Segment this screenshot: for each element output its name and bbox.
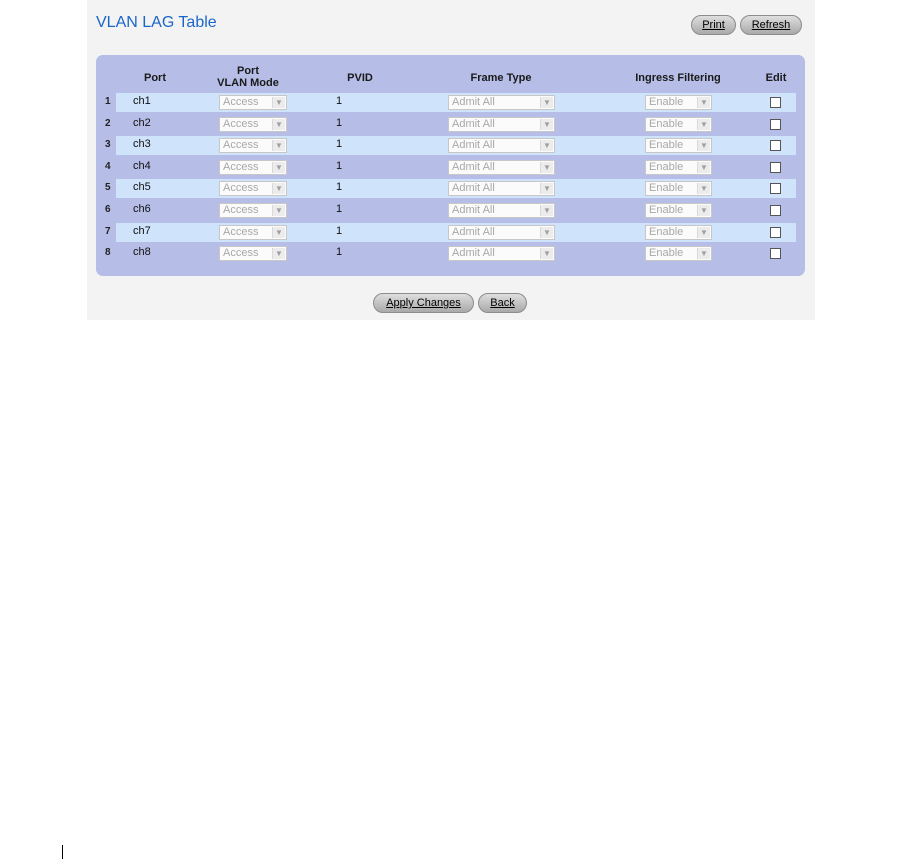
frame-type-value: Admit All <box>452 118 495 130</box>
header-port: Port <box>144 72 166 84</box>
chevron-down-icon: ▼ <box>540 183 553 194</box>
port-vlan-mode-select[interactable] <box>219 95 287 110</box>
chevron-down-icon: ▼ <box>272 183 285 194</box>
port-name: ch4 <box>133 160 151 172</box>
chevron-down-icon: ▼ <box>540 205 553 216</box>
frame-type-value: Admit All <box>452 161 495 173</box>
chevron-down-icon: ▼ <box>540 119 553 130</box>
row-number: 7 <box>105 226 111 237</box>
header-edit: Edit <box>765 72 787 84</box>
port-vlan-mode-value: Access <box>223 96 259 108</box>
header-ingress-filtering: Ingress Filtering <box>635 72 721 84</box>
chevron-down-icon: ▼ <box>540 162 553 173</box>
table-row <box>96 114 795 135</box>
vlan-lag-table <box>96 55 805 276</box>
pvid-value: 1 <box>336 138 343 150</box>
row-number: 4 <box>105 161 111 172</box>
ingress-filtering-select[interactable] <box>645 246 712 261</box>
port-vlan-mode-value: Access <box>223 204 259 216</box>
ingress-filtering-value: Enable <box>649 96 684 108</box>
pvid-value: 1 <box>336 246 343 258</box>
frame-type-value: Admit All <box>452 226 495 238</box>
ingress-filtering-select[interactable] <box>645 203 712 218</box>
ingress-filtering-value: Enable <box>649 226 684 238</box>
ingress-filtering-select[interactable] <box>645 117 712 132</box>
port-name: ch7 <box>133 225 151 237</box>
frame-type-value: Admit All <box>452 139 495 151</box>
chevron-down-icon: ▼ <box>540 140 553 151</box>
frame-type-value: Admit All <box>452 247 495 259</box>
chevron-down-icon: ▼ <box>697 162 710 173</box>
ingress-filtering-value: Enable <box>649 118 684 130</box>
chevron-down-icon: ▼ <box>272 140 285 151</box>
edit-checkbox[interactable] <box>770 140 781 151</box>
port-vlan-mode-value: Access <box>223 118 259 130</box>
port-vlan-mode-select[interactable] <box>219 117 287 132</box>
chevron-down-icon: ▼ <box>697 248 710 259</box>
chevron-down-icon: ▼ <box>540 97 553 108</box>
chevron-down-icon: ▼ <box>540 248 553 259</box>
port-name: ch2 <box>133 117 151 129</box>
row-number: 2 <box>105 118 111 129</box>
chevron-down-icon: ▼ <box>272 119 285 130</box>
frame-type-select[interactable] <box>448 95 555 110</box>
ingress-filtering-select[interactable] <box>645 95 712 110</box>
frame-type-select[interactable] <box>448 203 555 218</box>
apply-changes-button[interactable]: Apply Changes <box>373 293 474 313</box>
row-number: 6 <box>105 204 111 215</box>
back-button[interactable]: Back <box>478 293 527 313</box>
row-number: 8 <box>105 247 111 258</box>
ingress-filtering-select[interactable] <box>645 160 712 175</box>
chevron-down-icon: ▼ <box>272 248 285 259</box>
header-pvid: PVID <box>347 72 373 84</box>
print-button[interactable]: Print <box>691 15 736 35</box>
frame-type-value: Admit All <box>452 182 495 194</box>
ingress-filtering-value: Enable <box>649 182 684 194</box>
header-port-vlan-mode-line1: Port <box>237 65 259 77</box>
row-number: 1 <box>105 96 111 107</box>
chevron-down-icon: ▼ <box>697 227 710 238</box>
edit-checkbox[interactable] <box>770 205 781 216</box>
table-row <box>96 92 795 113</box>
edit-checkbox[interactable] <box>770 227 781 238</box>
header-port-vlan-mode-line2: VLAN Mode <box>217 77 279 89</box>
port-name: ch8 <box>133 246 151 258</box>
chevron-down-icon: ▼ <box>697 119 710 130</box>
ingress-filtering-value: Enable <box>649 139 684 151</box>
frame-type-select[interactable] <box>448 160 555 175</box>
port-vlan-mode-select[interactable] <box>219 138 287 153</box>
port-name: ch1 <box>133 95 151 107</box>
frame-type-select[interactable] <box>448 246 555 261</box>
port-name: ch6 <box>133 203 151 215</box>
port-vlan-mode-select[interactable] <box>219 225 287 240</box>
port-name: ch5 <box>133 181 151 193</box>
edit-checkbox[interactable] <box>770 183 781 194</box>
table-row <box>96 178 795 199</box>
table-row <box>96 135 795 156</box>
port-vlan-mode-select[interactable] <box>219 160 287 175</box>
chevron-down-icon: ▼ <box>272 97 285 108</box>
header-port-vlan-mode <box>208 65 288 89</box>
chevron-down-icon: ▼ <box>697 140 710 151</box>
chevron-down-icon: ▼ <box>272 227 285 238</box>
chevron-down-icon: ▼ <box>697 205 710 216</box>
table-row <box>96 200 795 221</box>
pvid-value: 1 <box>336 181 343 193</box>
pvid-value: 1 <box>336 160 343 172</box>
pvid-value: 1 <box>336 95 343 107</box>
ingress-filtering-select[interactable] <box>645 225 712 240</box>
port-vlan-mode-select[interactable] <box>219 203 287 218</box>
frame-type-value: Admit All <box>452 204 495 216</box>
table-row <box>96 243 795 264</box>
port-vlan-mode-value: Access <box>223 247 259 259</box>
edit-checkbox[interactable] <box>770 248 781 259</box>
pvid-value: 1 <box>336 225 343 237</box>
row-number: 5 <box>105 182 111 193</box>
ingress-filtering-select[interactable] <box>645 181 712 196</box>
table-row <box>96 157 795 178</box>
port-vlan-mode-value: Access <box>223 182 259 194</box>
table-row <box>96 222 795 243</box>
edit-checkbox[interactable] <box>770 119 781 130</box>
frame-type-select[interactable] <box>448 181 555 196</box>
page-title: VLAN LAG Table <box>96 14 217 31</box>
chevron-down-icon: ▼ <box>697 97 710 108</box>
port-vlan-mode-value: Access <box>223 226 259 238</box>
page-margin-rule <box>62 845 63 859</box>
edit-checkbox[interactable] <box>770 162 781 173</box>
header-frame-type: Frame Type <box>470 72 532 84</box>
ingress-filtering-value: Enable <box>649 204 684 216</box>
frame-type-select[interactable] <box>448 117 555 132</box>
port-vlan-mode-value: Access <box>223 139 259 151</box>
port-name: ch3 <box>133 138 151 150</box>
ingress-filtering-value: Enable <box>649 161 684 173</box>
port-vlan-mode-value: Access <box>223 161 259 173</box>
port-vlan-mode-select[interactable] <box>219 181 287 196</box>
edit-checkbox[interactable] <box>770 97 781 108</box>
frame-type-select[interactable] <box>448 225 555 240</box>
pvid-value: 1 <box>336 117 343 129</box>
port-vlan-mode-select[interactable] <box>219 246 287 261</box>
frame-type-select[interactable] <box>448 138 555 153</box>
ingress-filtering-value: Enable <box>649 247 684 259</box>
chevron-down-icon: ▼ <box>272 162 285 173</box>
refresh-button[interactable]: Refresh <box>740 15 802 35</box>
pvid-value: 1 <box>336 203 343 215</box>
chevron-down-icon: ▼ <box>540 227 553 238</box>
chevron-down-icon: ▼ <box>697 183 710 194</box>
ingress-filtering-select[interactable] <box>645 138 712 153</box>
chevron-down-icon: ▼ <box>272 205 285 216</box>
row-number: 3 <box>105 139 111 150</box>
frame-type-value: Admit All <box>452 96 495 108</box>
